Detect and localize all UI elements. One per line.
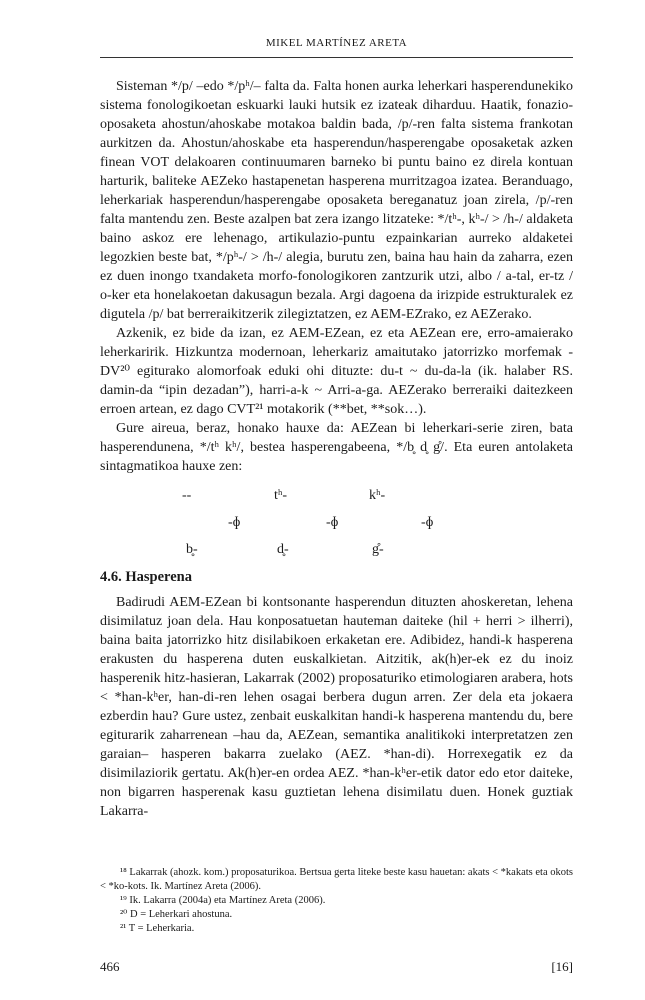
- header-rule: [100, 57, 573, 58]
- page-number: 466: [100, 959, 120, 974]
- schema-cell: b̥-: [186, 542, 198, 557]
- schema-cell: kʰ-: [369, 488, 386, 503]
- section-heading: 4.6. Hasperena: [100, 569, 192, 585]
- schema-cell: -ɸ: [228, 515, 241, 530]
- footnote: ¹⁸ Lakarrak (ahozk. kom.) proposaturikoa. Bertsua gerta liteke beste kasu hauetan: akats < *kakats eta okots < *ko-kots. Ik. Martínez Areta (2006).: [100, 867, 573, 892]
- schema-cell: d̥-: [277, 542, 289, 557]
- footnotes: [100, 866, 573, 936]
- footnote: ²⁰ D = Leherkari ahostuna.: [120, 909, 233, 920]
- bracket-page-number: [16]: [551, 959, 573, 974]
- paragraph-2: Azkenik, ez bide da izan, ez AEM-EZean, ez eta AEZean ere, erro-amaierako leherkaririk. Hizkuntza modernoan, leherkariz amaitutako jatorrizko morfemak -DV²⁰ egiturako alomorfoak eduki ohi dituzte: du-t ~ du-da-la (ik. halaber RS. damin-da “ipin dezadan”), harri-a-k ~ Arri-a-ga. AEZerako berreraiki daitezkeen erroen artean, ez dago CVT²¹ motakorik (**bet, **sok…).: [100, 326, 573, 417]
- section-paragraph: Badirudi AEM-EZean bi kontsonante hasperendun dituzten ahoskeretan, lehena disimilatuz joan dela. Hau konposatuetan hauteman daiteke (hil + herri > ilherri), baina baita jatorrizko hitz disilabikoen erkaketan ere. Adibidez, handi-k hasperena erakusten du hasperena duten euskalkietan. Aitzitik, ak(h)er-ek ez du inoiz hasperenik hitz-hasieran, Lakarrak (2002) proposaturiko etimologiaren arabera, hots < *han-kʰer, han-di-ren lehen osagai berbera dugun arren. Zer dela eta jokaera ezberdin hau? Gure ustez, zenbait euskalkitan handi-k hasperena mantendu du, bere egiturarik zaharrenean –hau da, AEZean, semantika analitikoki interpretatzen zen garaian– hasperen bakarra zuelako (AEZ. *han-di). Horrexegatik ez da disimilaziorik gertatu. Ak(h)er-en ordea AEZ. *han-kʰer-etik dator edo etor daiteke, non bigarren hasperenak kasu guztietan lehena disimilatu duen. Honek guztiak Lakarra-: [100, 595, 573, 819]
- schema-cell: g̊-: [372, 542, 384, 557]
- schema-cell: -ɸ: [421, 515, 434, 530]
- footnote: ¹⁹ Ik. Lakarra (2004a) eta Martínez Areta (2006).: [120, 895, 326, 906]
- schema-cell: -ɸ: [326, 515, 339, 530]
- paragraph-1: Sisteman */p/ –edo */pʰ/– falta da. Falta honen aurka leherkari hasperendunekiko sistema fonologikoetan eskuarki lauki hutsik ez izateak diharduu. Haatik, fonazio-oposaketa ahostun/ahoskabe motakoa baldin bada, /p/-ren falta sistema frankotan aurkitzen da. Ahostun/ahoskabe eta hasperendun/hasperengabe oposaketak azken finean VOT delakoaren continuumaren barneko bi puntu baino ez direla kontuan harturik, baliteke AEZeko hastapenetan hasperena murritzagoa izatea. Beranduago, leherkariak hasperendun/hasperengabe oposaketa bereganatuz joan zirela, /p/-ren falta mantendu zen. Beste azalpen bat zera izango litzateke: */tʰ-, kʰ-/ > /h-/ aldaketa baino askoz ere lehenago, artikulazio-puntu ezpainkarian aurreko aldaketei legozkien beste bat, */pʰ-/ > /h-/ alegia, burutu zen, baina hau hain da zaharra, ezen ez duen inongo txandaketa morfo-fonologikoren zantzurik utzi, albo / a-tal, er-tz / o-ker eta honelakoetan dakusagun bezala. Argi dagoena da irizpide estrukturalek ez digutela /p/ bat berreraikitzerik zilegiztatzen, ez AEM-EZrako, ez AEZerako.: [100, 79, 573, 322]
- footnote: ²¹ T = Leherkaria.: [120, 923, 195, 934]
- syntagmatic-schema: [100, 482, 573, 560]
- paragraph-3: Gure aireua, beraz, honako hauxe da: AEZean bi leherkari-serie ziren, bata hasperendunena, */tʰ kʰ/, bestea hasperengabeena, */b̥ d̥ g̊/. Eta euren antolaketa sintagmatikoa hauxe zen:: [100, 421, 573, 474]
- running-header: MIKEL MARTÍNEZ ARETA: [265, 37, 408, 49]
- schema-cell: tʰ-: [274, 488, 288, 503]
- main-text: [100, 77, 573, 821]
- schema-cell: --: [182, 488, 192, 503]
